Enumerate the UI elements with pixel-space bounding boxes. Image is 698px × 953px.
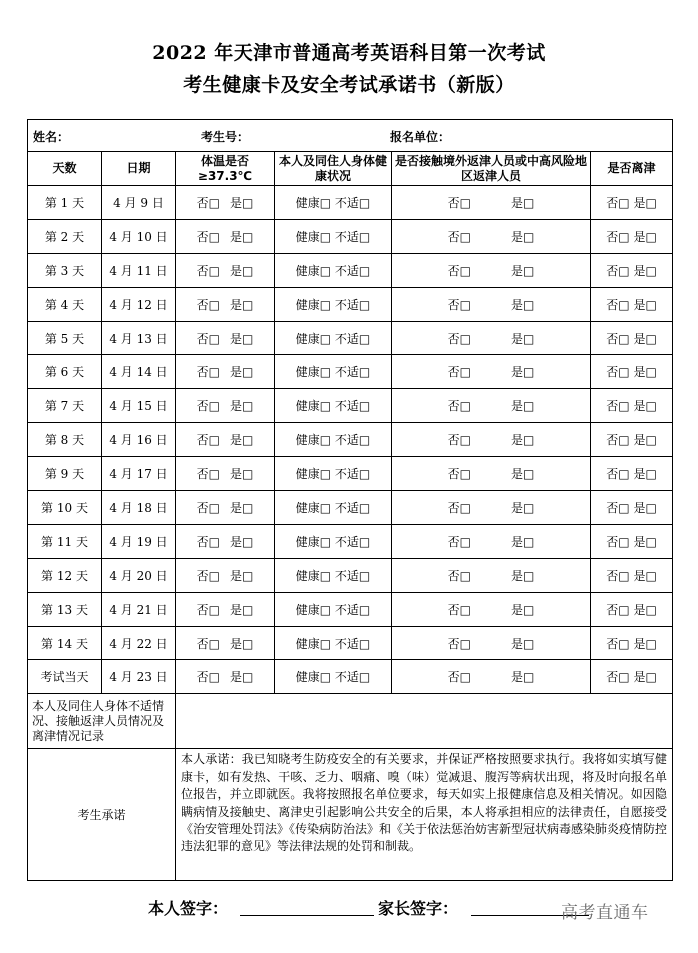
left-tianjin-options[interactable] <box>591 389 673 423</box>
day-cell: 第 8 天 <box>28 423 102 457</box>
temperature-options[interactable] <box>176 423 275 457</box>
option-unwell[interactable]: 不适□ <box>334 568 371 583</box>
option-no[interactable]: 否□ <box>606 331 630 346</box>
option-unwell[interactable]: 不适□ <box>334 636 371 651</box>
temperature-options[interactable] <box>176 491 275 525</box>
option-yes[interactable]: 是□ <box>511 500 535 515</box>
day-cell: 第 3 天 <box>28 253 102 287</box>
day-row <box>28 287 673 321</box>
option-healthy[interactable]: 健康□ <box>295 568 332 583</box>
option-no[interactable]: 否□ <box>447 568 471 583</box>
option-no[interactable]: 否□ <box>447 433 471 448</box>
option-no[interactable]: 否□ <box>447 297 471 312</box>
header-temperature: 体温是否≥37.3℃ <box>176 152 275 186</box>
date-cell: 4 月 19 日 <box>102 524 176 558</box>
day-cell: 第 4 天 <box>28 287 102 321</box>
health-options[interactable] <box>275 219 392 253</box>
date-cell: 4 月 9 日 <box>102 186 176 220</box>
option-no[interactable]: 否□ <box>606 263 630 278</box>
option-no[interactable]: 否□ <box>196 297 220 312</box>
option-yes[interactable]: 是□ <box>230 534 254 549</box>
option-yes[interactable]: 是□ <box>230 399 254 414</box>
option-unwell[interactable]: 不适□ <box>334 229 371 244</box>
day-cell: 第 10 天 <box>28 491 102 525</box>
header-left-tianjin: 是否离津 <box>591 152 673 186</box>
option-no[interactable]: 否□ <box>196 670 220 685</box>
option-yes[interactable]: 是□ <box>230 467 254 482</box>
left-tianjin-options[interactable] <box>591 558 673 592</box>
date-cell: 4 月 13 日 <box>102 321 176 355</box>
health-options[interactable] <box>275 558 392 592</box>
option-unwell[interactable]: 不适□ <box>334 602 371 617</box>
option-yes[interactable]: 是□ <box>511 568 535 583</box>
date-cell: 4 月 14 日 <box>102 355 176 389</box>
pledge-text: 本人承诺：我已知晓考生防疫安全的有关要求，并保证严格按照要求执行。我将如实填写健康卡，如有发热、干咳、乏力、咽痛、嗅（味）觉减退、腹泻等病状出现，将及时向报名单位报告，并立即就医。我将按照报名单位要求，每天如实上报健康信息及相关情况。如因隐瞒病情及接触史、离津史引起影响公共安全的后果，本人将承担相应的法律责任，自愿接受《治安管理处罚法》《传染病防治法》和《关于依法惩治妨害新型冠状病毒感染肺炎疫情防控违法犯罪的意见》等法律法规的处罚和制裁。 <box>176 749 673 881</box>
day-cell: 第 11 天 <box>28 524 102 558</box>
health-options[interactable] <box>275 355 392 389</box>
option-yes[interactable]: 是□ <box>230 568 254 583</box>
option-no[interactable]: 否□ <box>606 433 630 448</box>
option-unwell[interactable]: 不适□ <box>334 195 371 210</box>
option-no[interactable]: 否□ <box>196 467 220 482</box>
option-healthy[interactable]: 健康□ <box>295 433 332 448</box>
left-tianjin-options[interactable] <box>591 355 673 389</box>
option-yes[interactable]: 是□ <box>511 602 535 617</box>
temperature-options[interactable] <box>176 524 275 558</box>
left-tianjin-options[interactable] <box>591 321 673 355</box>
day-cell: 第 13 天 <box>28 592 102 626</box>
option-no[interactable]: 否□ <box>196 500 220 515</box>
option-yes[interactable]: 是□ <box>230 365 254 380</box>
option-yes[interactable]: 是□ <box>633 568 657 583</box>
option-healthy[interactable]: 健康□ <box>295 467 332 482</box>
option-no[interactable]: 否□ <box>447 331 471 346</box>
date-cell: 4 月 21 日 <box>102 592 176 626</box>
temperature-options[interactable] <box>176 626 275 660</box>
day-cell: 第 1 天 <box>28 186 102 220</box>
option-no[interactable]: 否□ <box>196 263 220 278</box>
option-healthy[interactable]: 健康□ <box>295 602 332 617</box>
day-row <box>28 389 673 423</box>
contact-options[interactable] <box>392 457 591 491</box>
option-yes[interactable]: 是□ <box>633 433 657 448</box>
option-no[interactable]: 否□ <box>196 602 220 617</box>
temperature-options[interactable] <box>176 219 275 253</box>
self-signature-label: 本人签字： <box>148 899 229 918</box>
contact-options[interactable] <box>392 491 591 525</box>
option-yes[interactable]: 是□ <box>511 433 535 448</box>
exam-number-label: 考生号： <box>201 130 250 144</box>
option-no[interactable]: 否□ <box>447 195 471 210</box>
left-tianjin-options[interactable] <box>591 491 673 525</box>
contact-options[interactable] <box>392 253 591 287</box>
option-no[interactable]: 否□ <box>196 568 220 583</box>
option-no[interactable]: 否□ <box>606 467 630 482</box>
day-row <box>28 423 673 457</box>
option-yes[interactable]: 是□ <box>230 195 254 210</box>
option-healthy[interactable]: 健康□ <box>295 534 332 549</box>
contact-options[interactable] <box>392 287 591 321</box>
day-row <box>28 524 673 558</box>
health-options[interactable] <box>275 491 392 525</box>
option-no[interactable]: 否□ <box>447 399 471 414</box>
date-cell: 4 月 15 日 <box>102 389 176 423</box>
option-no[interactable]: 否□ <box>606 670 630 685</box>
day-row <box>28 592 673 626</box>
name-label: 姓名： <box>33 130 70 144</box>
option-unwell[interactable]: 不适□ <box>334 263 371 278</box>
option-yes[interactable]: 是□ <box>633 399 657 414</box>
option-unwell[interactable]: 不适□ <box>334 365 371 380</box>
option-no[interactable]: 否□ <box>196 636 220 651</box>
option-no[interactable]: 否□ <box>447 602 471 617</box>
date-cell: 4 月 20 日 <box>102 558 176 592</box>
day-cell: 第 2 天 <box>28 219 102 253</box>
option-unwell[interactable]: 不适□ <box>334 433 371 448</box>
health-card-table <box>27 119 673 881</box>
option-healthy[interactable]: 健康□ <box>295 297 332 312</box>
day-cell: 第 9 天 <box>28 457 102 491</box>
date-cell: 4 月 18 日 <box>102 491 176 525</box>
option-yes[interactable]: 是□ <box>230 331 254 346</box>
option-healthy[interactable]: 健康□ <box>295 670 332 685</box>
option-no[interactable]: 否□ <box>447 467 471 482</box>
temperature-options[interactable] <box>176 287 275 321</box>
health-options[interactable] <box>275 321 392 355</box>
option-no[interactable]: 否□ <box>196 195 220 210</box>
day-row <box>28 219 673 253</box>
day-cell: 第 12 天 <box>28 558 102 592</box>
remark-field[interactable] <box>176 694 673 749</box>
option-no[interactable]: 否□ <box>196 534 220 549</box>
option-no[interactable]: 否□ <box>196 365 220 380</box>
day-row <box>28 660 673 694</box>
header-day: 天数 <box>28 152 102 186</box>
option-unwell[interactable]: 不适□ <box>334 297 371 312</box>
option-no[interactable]: 否□ <box>606 602 630 617</box>
option-unwell[interactable]: 不适□ <box>334 670 371 685</box>
day-cell: 第 5 天 <box>28 321 102 355</box>
option-yes[interactable]: 是□ <box>511 399 535 414</box>
header-date: 日期 <box>102 152 176 186</box>
watermark-text: 高考直通车 <box>561 903 649 923</box>
option-yes[interactable]: 是□ <box>633 331 657 346</box>
option-healthy[interactable]: 健康□ <box>295 636 332 651</box>
option-yes[interactable]: 是□ <box>230 636 254 651</box>
day-cell: 考试当天 <box>28 660 102 694</box>
option-unwell[interactable]: 不适□ <box>334 467 371 482</box>
contact-options[interactable] <box>392 660 591 694</box>
contact-options[interactable] <box>392 423 591 457</box>
option-no[interactable]: 否□ <box>606 534 630 549</box>
option-yes[interactable]: 是□ <box>511 195 535 210</box>
option-healthy[interactable]: 健康□ <box>295 229 332 244</box>
day-row <box>28 457 673 491</box>
day-cell: 第 7 天 <box>28 389 102 423</box>
option-yes[interactable]: 是□ <box>511 670 535 685</box>
option-no[interactable]: 否□ <box>196 399 220 414</box>
health-options[interactable] <box>275 660 392 694</box>
option-unwell[interactable]: 不适□ <box>334 399 371 414</box>
day-cell: 第 6 天 <box>28 355 102 389</box>
option-no[interactable]: 否□ <box>447 500 471 515</box>
option-no[interactable]: 否□ <box>447 229 471 244</box>
contact-options[interactable] <box>392 355 591 389</box>
temperature-options[interactable] <box>176 457 275 491</box>
temperature-options[interactable] <box>176 355 275 389</box>
temperature-options[interactable] <box>176 321 275 355</box>
option-no[interactable]: 否□ <box>447 534 471 549</box>
option-yes[interactable]: 是□ <box>511 534 535 549</box>
day-row <box>28 253 673 287</box>
option-yes[interactable]: 是□ <box>633 670 657 685</box>
option-yes[interactable]: 是□ <box>633 467 657 482</box>
date-cell: 4 月 10 日 <box>102 219 176 253</box>
option-no[interactable]: 否□ <box>606 297 630 312</box>
option-yes[interactable]: 是□ <box>633 602 657 617</box>
option-healthy[interactable]: 健康□ <box>295 500 332 515</box>
contact-options[interactable] <box>392 219 591 253</box>
health-options[interactable] <box>275 423 392 457</box>
option-no[interactable]: 否□ <box>196 331 220 346</box>
option-yes[interactable]: 是□ <box>633 263 657 278</box>
header-contact: 是否接触境外返津人员或中高风险地区返津人员 <box>392 152 591 186</box>
left-tianjin-options[interactable] <box>591 660 673 694</box>
date-cell: 4 月 12 日 <box>102 287 176 321</box>
option-yes[interactable]: 是□ <box>511 297 535 312</box>
option-yes[interactable]: 是□ <box>633 297 657 312</box>
left-tianjin-options[interactable] <box>591 524 673 558</box>
option-no[interactable]: 否□ <box>447 263 471 278</box>
temperature-options[interactable] <box>176 592 275 626</box>
option-yes[interactable]: 是□ <box>230 670 254 685</box>
health-options[interactable] <box>275 287 392 321</box>
left-tianjin-options[interactable] <box>591 186 673 220</box>
left-tianjin-options[interactable] <box>591 626 673 660</box>
option-no[interactable]: 否□ <box>196 229 220 244</box>
option-no[interactable]: 否□ <box>196 433 220 448</box>
option-yes[interactable]: 是□ <box>633 195 657 210</box>
health-options[interactable] <box>275 524 392 558</box>
document-title-line1: 2022 年天津市普通高考英语科目第一次考试 <box>152 42 546 64</box>
date-cell: 4 月 22 日 <box>102 626 176 660</box>
day-row <box>28 321 673 355</box>
option-healthy[interactable]: 健康□ <box>295 195 332 210</box>
document-title-line2: 考生健康卡及安全考试承诺书（新版） <box>183 74 515 96</box>
option-yes[interactable]: 是□ <box>511 229 535 244</box>
day-row <box>28 626 673 660</box>
option-no[interactable]: 否□ <box>606 500 630 515</box>
option-healthy[interactable]: 健康□ <box>295 263 332 278</box>
option-no[interactable]: 否□ <box>606 195 630 210</box>
option-healthy[interactable]: 健康□ <box>295 331 332 346</box>
day-row <box>28 491 673 525</box>
date-cell: 4 月 17 日 <box>102 457 176 491</box>
option-no[interactable]: 否□ <box>606 365 630 380</box>
option-yes[interactable]: 是□ <box>511 263 535 278</box>
health-options[interactable] <box>275 389 392 423</box>
option-yes[interactable]: 是□ <box>633 636 657 651</box>
left-tianjin-options[interactable] <box>591 219 673 253</box>
health-options[interactable] <box>275 626 392 660</box>
health-options[interactable] <box>275 592 392 626</box>
day-row <box>28 186 673 220</box>
remark-label: 本人及同住人身体不适情况、接触返津人员情况及离津情况记录 <box>28 694 176 749</box>
health-options[interactable] <box>275 253 392 287</box>
left-tianjin-options[interactable] <box>591 423 673 457</box>
option-no[interactable]: 否□ <box>606 636 630 651</box>
option-yes[interactable]: 是□ <box>230 500 254 515</box>
option-unwell[interactable]: 不适□ <box>334 534 371 549</box>
contact-options[interactable] <box>392 626 591 660</box>
option-yes[interactable]: 是□ <box>230 297 254 312</box>
option-yes[interactable]: 是□ <box>511 467 535 482</box>
option-yes[interactable]: 是□ <box>511 365 535 380</box>
option-yes[interactable]: 是□ <box>633 534 657 549</box>
temperature-options[interactable] <box>176 389 275 423</box>
option-yes[interactable]: 是□ <box>511 331 535 346</box>
option-yes[interactable]: 是□ <box>633 365 657 380</box>
temperature-options[interactable] <box>176 253 275 287</box>
option-no[interactable]: 否□ <box>606 568 630 583</box>
option-no[interactable]: 否□ <box>447 365 471 380</box>
option-healthy[interactable]: 健康□ <box>295 365 332 380</box>
parent-signature-label: 家长签字： <box>378 899 459 918</box>
left-tianjin-options[interactable] <box>591 457 673 491</box>
temperature-options[interactable] <box>176 660 275 694</box>
option-unwell[interactable]: 不适□ <box>334 500 371 515</box>
option-yes[interactable]: 是□ <box>230 602 254 617</box>
left-tianjin-options[interactable] <box>591 253 673 287</box>
option-no[interactable]: 否□ <box>447 636 471 651</box>
option-no[interactable]: 否□ <box>447 670 471 685</box>
date-cell: 4 月 23 日 <box>102 660 176 694</box>
contact-options[interactable] <box>392 321 591 355</box>
applicant-info-row <box>28 120 673 152</box>
header-health-status: 本人及同住人身体健康状况 <box>275 152 392 186</box>
option-yes[interactable]: 是□ <box>230 263 254 278</box>
left-tianjin-options[interactable] <box>591 287 673 321</box>
left-tianjin-options[interactable] <box>591 592 673 626</box>
health-options[interactable] <box>275 186 392 220</box>
temperature-options[interactable] <box>176 558 275 592</box>
option-unwell[interactable]: 不适□ <box>334 331 371 346</box>
registration-unit-label: 报名单位： <box>390 130 451 144</box>
option-yes[interactable]: 是□ <box>230 229 254 244</box>
day-cell: 第 14 天 <box>28 626 102 660</box>
option-healthy[interactable]: 健康□ <box>295 399 332 414</box>
option-yes[interactable]: 是□ <box>230 433 254 448</box>
date-cell: 4 月 16 日 <box>102 423 176 457</box>
self-signature-line[interactable] <box>240 915 374 916</box>
contact-options[interactable] <box>392 389 591 423</box>
day-row <box>28 355 673 389</box>
pledge-label: 考生承诺 <box>28 749 176 881</box>
contact-options[interactable] <box>392 592 591 626</box>
contact-options[interactable] <box>392 524 591 558</box>
option-no[interactable]: 否□ <box>606 229 630 244</box>
option-yes[interactable]: 是□ <box>633 229 657 244</box>
contact-options[interactable] <box>392 558 591 592</box>
date-cell: 4 月 11 日 <box>102 253 176 287</box>
day-row <box>28 558 673 592</box>
option-no[interactable]: 否□ <box>606 399 630 414</box>
contact-options[interactable] <box>392 186 591 220</box>
option-yes[interactable]: 是□ <box>511 636 535 651</box>
temperature-options[interactable] <box>176 186 275 220</box>
health-options[interactable] <box>275 457 392 491</box>
option-yes[interactable]: 是□ <box>633 500 657 515</box>
